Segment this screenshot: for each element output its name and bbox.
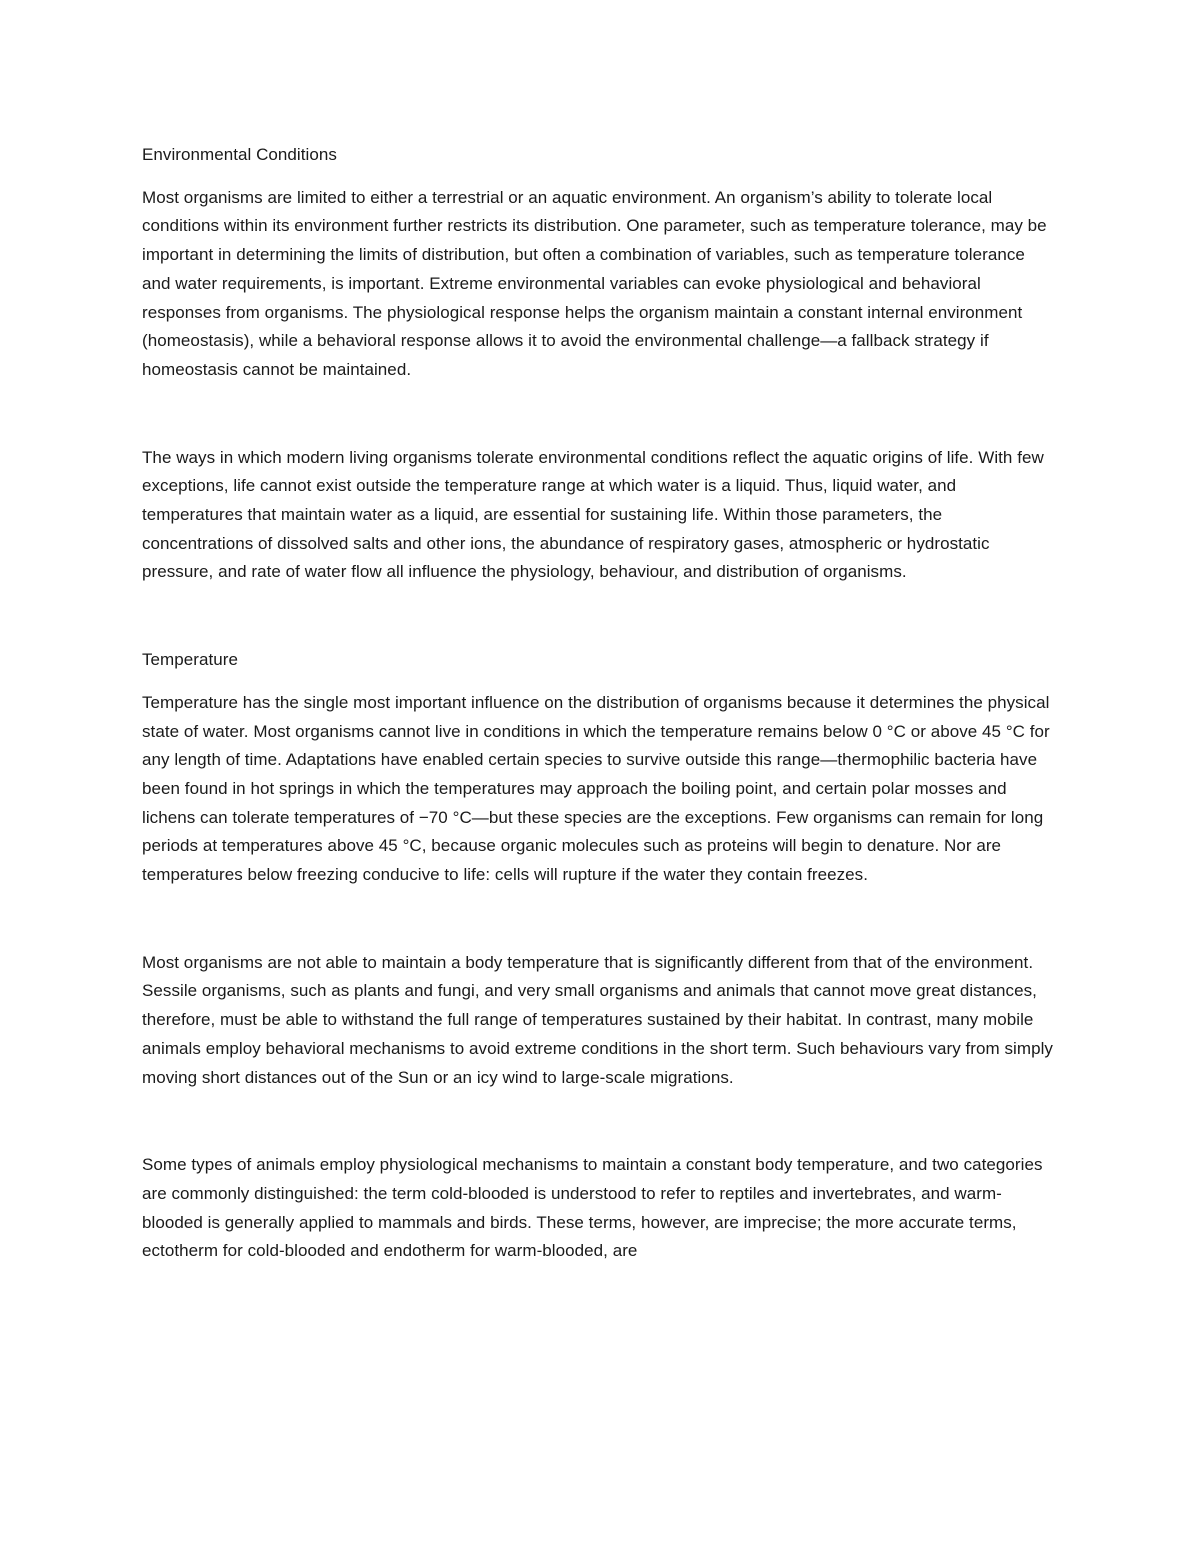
paragraph-environmental-conditions-2: The ways in which modern living organisms tolerate environmental conditions reflect the aquatic origins of life. With few exceptions, life cannot exist outside the temperature range at which water is a liquid. Thus, liquid water, and temperatures that maintain water as a liquid, are essential for sustaining life. Within those parameters, the concentrations of dissolved salts and other ions, the abundance of respiratory gases, atmospheric or hydrostatic pressure, and rate of water flow all influence the physiology, behaviour, and distribution of organisms. (142, 447, 1044, 582)
section-heading-environmental-conditions: Environmental Conditions (142, 145, 337, 164)
paragraph-temperature-3: Some types of animals employ physiological mechanisms to maintain a constant body temperature, and two categories are commonly distinguished: the term cold-blooded is understood to refer to reptiles and invertebrates, and warm-blooded is generally applied to mammals and birds. These terms, however, are imprecise; the more accurate terms, ectotherm for cold-blooded and endotherm for warm-blooded, are (142, 1155, 1043, 1261)
paragraph-temperature-1: Temperature has the single most important influence on the distribution of organisms because it determines the physical state of water. Most organisms cannot live in conditions in which the temperature remains below 0 °C or above 45 °C for any length of time. Adaptations have enabled certain species to survive outside this range—thermophilic bacteria have been found in hot springs in which the temperatures may approach the boiling point, and certain polar mosses and lichens can tolerate temperatures of −70 °C—but these species are the exceptions. Few organisms can remain for long periods at temperatures above 45 °C, because organic molecules such as proteins will begin to denature. Nor are temperatures below freezing conducive to life: cells will rupture if the water they contain freezes. (142, 692, 1050, 885)
paragraph-environmental-conditions-1: Most organisms are limited to either a terrestrial or an aquatic environment. An organism’s ability to tolerate local conditions within its environment further restricts its distribution. One parameter, such as temperature tolerance, may be important in determining the limits of distribution, but often a combination of variables, such as temperature tolerance and water requirements, is important. Extreme environmental variables can evoke physiological and behavioral responses from organisms. The physiological response helps the organism maintain a constant internal environment (homeostasis), while a behavioral response allows it to avoid the environmental challenge—a fallback strategy if homeostasis cannot be maintained. (142, 187, 1047, 379)
document-body (142, 141, 1058, 1266)
section-heading-temperature: Temperature (142, 650, 238, 670)
paragraph-temperature-2: Most organisms are not able to maintain a body temperature that is significantly different from that of the environment. Sessile organisms, such as plants and fungi, and very small organisms and animals that cannot move great distances, therefore, must be able to withstand the full range of temperatures sustained by their habitat. In contrast, many mobile animals employ behavioral mechanisms to avoid extreme conditions in the short term. Such behaviours vary from simply moving short distances out of the Sun or an icy wind to large-scale migrations. (142, 952, 1053, 1087)
